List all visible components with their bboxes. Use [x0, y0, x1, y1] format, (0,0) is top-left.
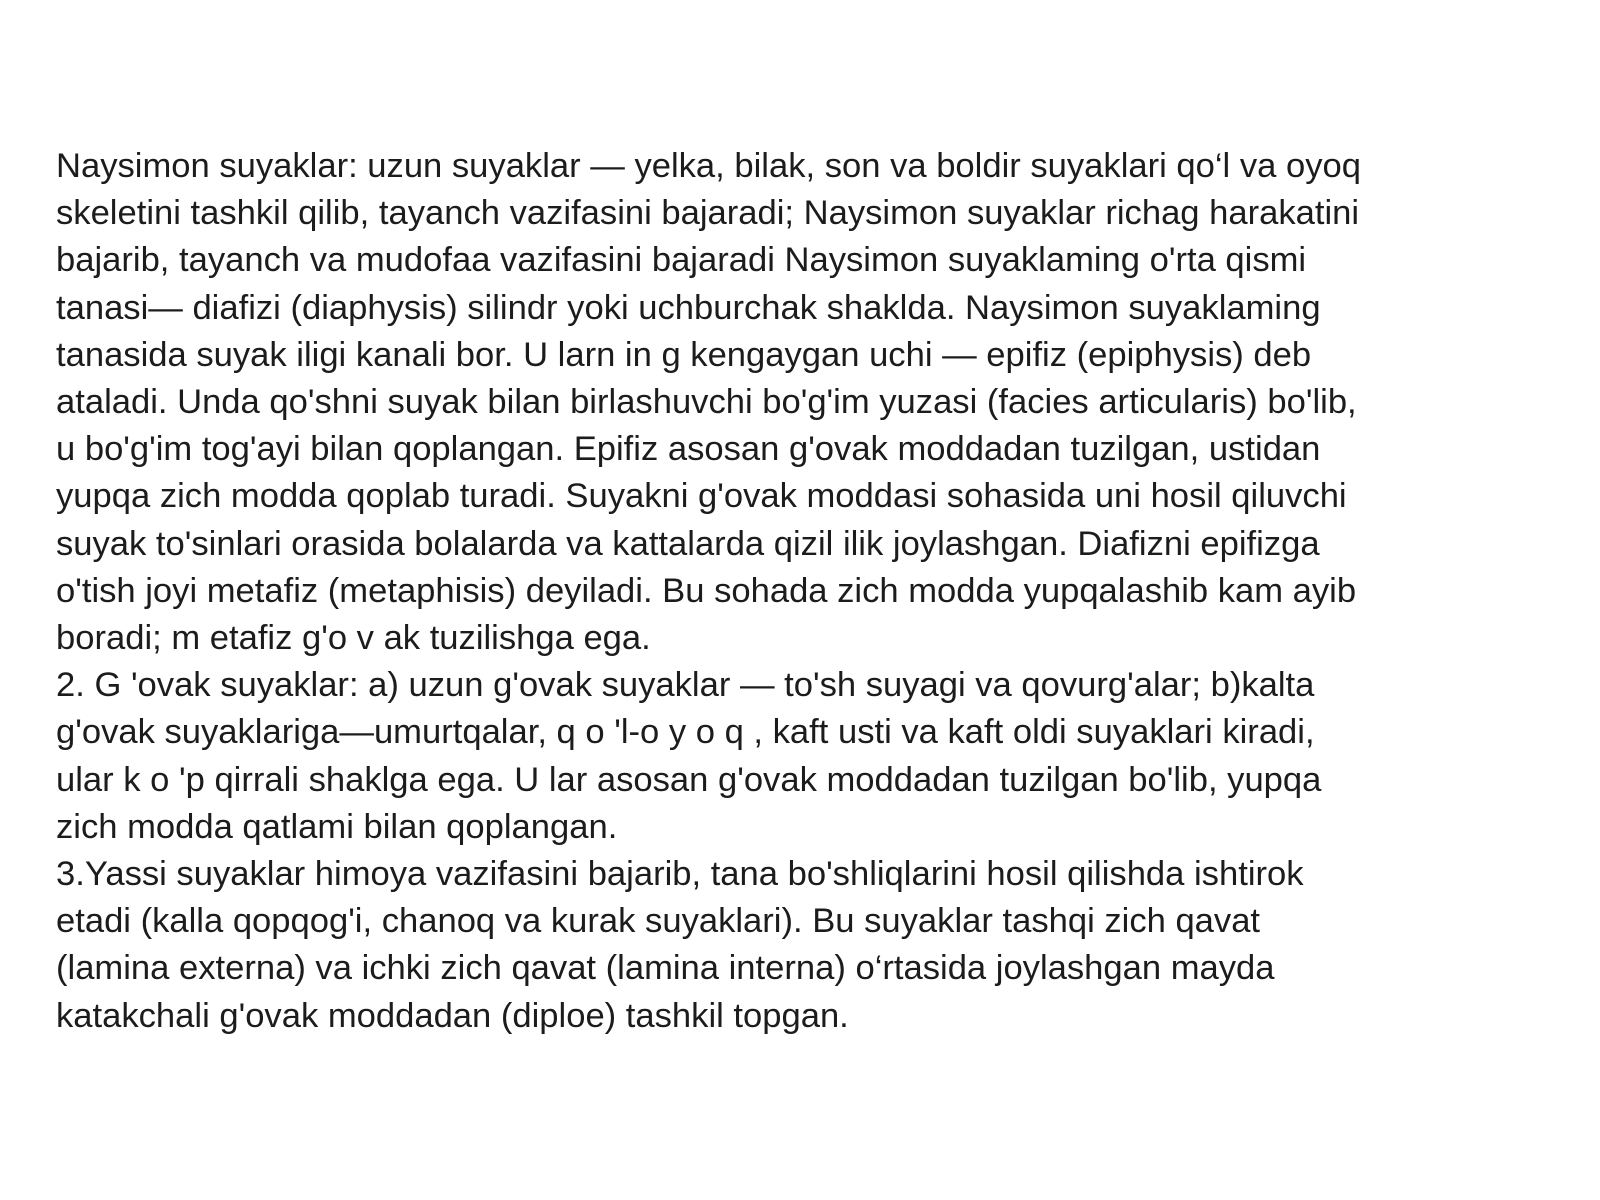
text-line: (lamina externa) va ichki zich qavat (lamina interna) o‘rtasida joylashgan mayda	[56, 949, 1275, 988]
text-line: Naysimon suyaklar: uzun suyaklar — yelka, bilak, son va boldir suyaklari qo‘l va oyoq	[56, 147, 1361, 185]
text-line: ular k o 'p qirrali shaklga ega. U lar asosan g'ovak moddadan tuzilgan bo'lib, yupqa	[56, 760, 1322, 799]
text-line: suyak to'sinlari orasida bolalarda va kattalarda qizil ilik joylashgan. Diafizni epifizga	[56, 524, 1320, 563]
text-line: boradi; m etafiz g'o v ak tuzilishga ega.	[56, 619, 651, 658]
text-line: bajarib, tayanch va mudofaa vazifasini bajaradi Naysimon suyaklaming o'rta qismi	[56, 241, 1307, 280]
text-line: 2. G 'ovak suyaklar: a) uzun g'ovak suyaklar — to'sh suyagi va qovurg'alar; b)kalta	[56, 666, 1315, 705]
text-line: o'tish joyi metafiz (metaphisis) deyiladi. Bu sohada zich modda yupqalashib kam ayib	[56, 571, 1357, 610]
text-line: 3.Yassi suyaklar himoya vazifasini bajarib, tana bo'shliqlarini hosil qilishda ishtirok	[56, 855, 1304, 894]
document-body	[56, 143, 1556, 1040]
text-line: u bo'g'im tog'ayi bilan qoplangan. Epifiz asosan g'ovak moddadan tuzilgan, ustidan	[56, 430, 1321, 469]
text-line: tanasida suyak iligi kanali bor. U larn in g kengaygan uchi — epifiz (epiphysis) deb	[56, 335, 1312, 374]
text-line: yupqa zich modda qoplab turadi. Suyakni g'ovak moddasi sohasida uni hosil qiluvchi	[56, 477, 1347, 516]
text-line: ataladi. Unda qo'shni suyak bilan birlashuvchi bo'g'im yuzasi (facies articularis) bo'lib,	[56, 383, 1357, 422]
text-line: tanasi— diafizi (diaphysis) silindr yoki uchburchak shaklda. Naysimon suyaklaming	[56, 288, 1321, 327]
text-line: katakchali g'ovak moddadan (diploe) tashkil topgan.	[56, 996, 849, 1035]
text-line: skeletini tashkil qilib, tayanch vazifasini bajaradi; Naysimon suyaklar richag harakatini	[56, 194, 1360, 233]
text-line: g'ovak suyaklariga—umurtqalar, q o 'l-o y o q , kaft usti va kaft oldi suyaklari kiradi,	[56, 713, 1315, 752]
text-line: etadi (kalla qopqog'i, chanoq va kurak suyaklari). Bu suyaklar tashqi zich qavat	[56, 902, 1261, 941]
text-line: zich modda qatlami bilan qoplangan.	[56, 807, 618, 846]
